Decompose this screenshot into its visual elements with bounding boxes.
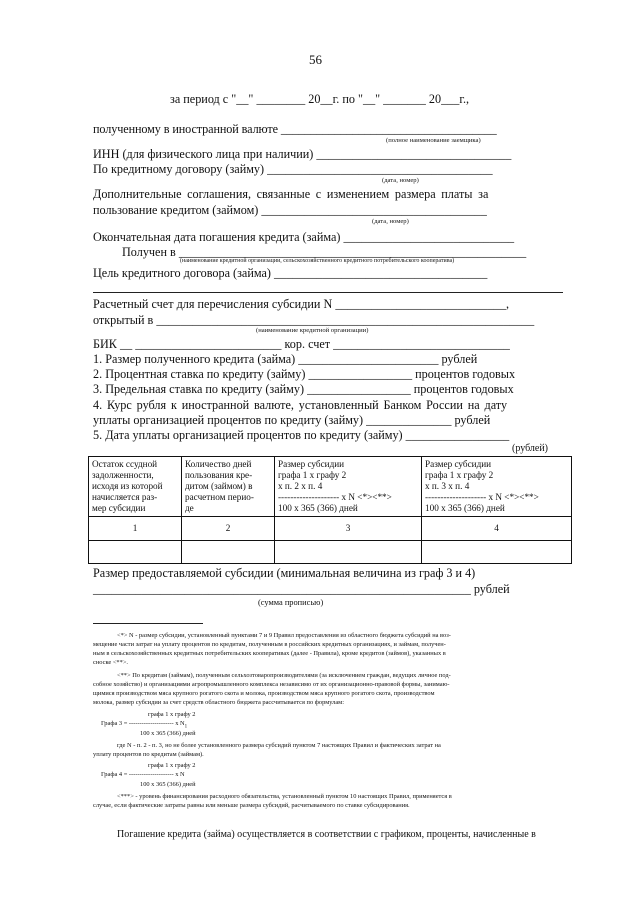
- item-2: 2. Процентная ставка по кредиту (займу) _________________ процентов годовых: [93, 367, 516, 381]
- formula-2: [101, 771, 185, 779]
- footnote-1: сноске <**>.: [93, 659, 129, 666]
- foreign-currency-line: полученному в иностранной валюте ____________________________________: [93, 122, 497, 136]
- footnote-2: щимися производством мяса крупного рогатого скота и молока, производством мяса крупного рогатого скота, производством: [93, 690, 435, 697]
- footnote-2: собное хозяйство) и организациями агропромышленного комплекса независимо от их организационно-правовой формы, занимаю-: [93, 681, 450, 688]
- bottom-text: Погашение кредита (займа) осуществляется в соответствии с графиком, проценты, начисленные в: [117, 829, 536, 840]
- table-cell: [422, 541, 572, 564]
- bank-name-caption: (наименование кредитной организации): [256, 327, 369, 334]
- formula-1-label: Графа 3 =: [101, 720, 129, 727]
- table-cell: [89, 541, 182, 564]
- currency-unit: (рублей): [512, 443, 549, 454]
- amount-in-words-caption: (сумма прописью): [258, 598, 324, 607]
- table-row: [89, 541, 572, 564]
- formula-2-label: Графа 4 =: [101, 771, 129, 778]
- table-header-cell: Размер субсидии графа 1 x графу 2 x п. 2 x п. 4 -------------------- x N <*><**> 100 x 365 (366) дней: [275, 457, 422, 517]
- column-number: 2: [182, 517, 275, 541]
- table-header-cell: Количество дней пользования кре- дитом (займом) в расчетном перио- де: [182, 457, 275, 517]
- formula-2-dashes: --------------------- x N: [128, 771, 185, 778]
- item-4: 4. Курс рубля к иностранной валюте, установленный Банком России на дату: [93, 398, 508, 412]
- settlement-account-line1: Расчетный счет для перечисления субсидии N ____________________________,: [93, 297, 510, 311]
- table-cell: [182, 541, 275, 564]
- item-3: 3. Предельная ставка по кредиту (займу) _________________ процентов годовых: [93, 382, 514, 396]
- column-number: 3: [275, 517, 422, 541]
- subsidy-table: [88, 456, 572, 564]
- subsidy-amount-blank: ______________________________________________________________ рублей: [93, 582, 510, 596]
- footnote-2: молока, размер субсидии за счет средств областного бюджета рассчитывается по формулам:: [93, 699, 345, 706]
- period-line: за период с "__" ________ 20__г. по "__" _______ 20___г.,: [170, 92, 470, 106]
- formula-1-denominator: 100 x 365 (366) дней: [140, 730, 196, 737]
- formula-1-dashes: --------------------- x N: [128, 720, 185, 727]
- loan-agreement-line: По кредитному договору (займу) _____________________________________: [93, 162, 493, 176]
- column-number: 4: [422, 517, 572, 541]
- footnote-2: <**> По кредитам (займам), полученным сельхозтоваропроизводителями (за исключением граждан, ведущих личное под-: [117, 672, 451, 679]
- table-cell: [275, 541, 422, 564]
- formula-1-subscript: 1: [184, 724, 188, 730]
- additional-agreements-caption: (дата, номер): [372, 218, 409, 225]
- formula-1-numerator: графа 1 x графу 2: [148, 711, 196, 718]
- received-in-line: Получен в _________________________________________________________: [122, 245, 527, 259]
- formula-2-numerator: графа 1 x графу 2: [148, 762, 196, 769]
- footnote-1: ным в сельскохозяйственных кредитных потребительских кооперативах (далее - Правила), кроме кредитов (займов), указанных в: [93, 650, 446, 657]
- item-1: 1. Размер полученного кредита (займа) _______________________ рублей: [93, 352, 478, 366]
- formula-note: уплату процентов по кредитам (займам).: [93, 751, 204, 758]
- item-4-cont: уплаты организацией процентов по кредиту (займу) ______________ рублей: [93, 413, 491, 427]
- column-number: 1: [89, 517, 182, 541]
- loan-purpose-line: Цель кредитного договора (займа) ___________________________________: [93, 266, 488, 280]
- received-in-caption: (наименование кредитной организации, сельскохозяйственного кредитного потребительского кооператива): [180, 258, 455, 264]
- footnote-1: мещение части затрат на уплату процентов по кредитам, полученным в российских кредитных организациях, и займам, получен-: [93, 641, 446, 648]
- item-5: 5. Дата уплаты организацией процентов по кредиту (займу) _________________: [93, 428, 510, 442]
- additional-agreements-line1: Дополнительные соглашения, связанные с изменением размера платы за: [93, 187, 489, 201]
- settlement-account-line2: открытый в ______________________________________________________________: [93, 313, 535, 327]
- borrower-name-caption: (полное наименование заемщика): [386, 137, 481, 144]
- inn-line: ИНН (для физического лица при наличии) ________________________________: [93, 147, 512, 161]
- formula-2-denominator: 100 x 365 (366) дней: [140, 781, 196, 788]
- table-header-row: [89, 457, 572, 517]
- subsidy-amount-line: Размер предоставляемой субсидии (минимальная величина из граф 3 и 4): [93, 566, 476, 580]
- table-header-cell: Остаток ссудной задолженности, исходя из которой начисляется раз- мер субсидии: [89, 457, 182, 517]
- footnote-separator: [93, 623, 203, 624]
- additional-agreements-line2: пользование кредитом (займом) _____________________________________: [93, 203, 487, 217]
- formula-note: где N - п. 2 - п. 3, но не более установленного размера субсидий пунктом 7 настоящих Правил и фактических затрат на: [117, 742, 441, 749]
- page-number: 56: [309, 52, 322, 67]
- loan-agreement-caption: (дата, номер): [382, 177, 419, 184]
- footnote-1: <*> N - размер субсидии, установленный пунктами 7 и 9 Правил предоставления из областного бюджета субсидий на воз-: [117, 632, 451, 639]
- footnote-3: случае, если фактические затраты равны или меньше размера субсидий, расчитываемого по ставке субсидирования.: [93, 802, 410, 809]
- bik-line: БИК __ ________________________ кор. счет _____________________________: [93, 337, 510, 351]
- table-number-row: [89, 517, 572, 541]
- blank-rule: [93, 292, 563, 293]
- final-date-line: Окончательная дата погашения кредита (займа) ____________________________: [93, 230, 515, 244]
- table-header-cell: Размер субсидии графа 1 x графу 2 x п. 3 x п. 4 -------------------- x N <*><**> 100 x 365 (366) дней: [422, 457, 572, 517]
- footnote-3: <***> - уровень финансирования расходного обязательства, установленный пунктом 10 настоящих Правил, применяется в: [117, 793, 452, 800]
